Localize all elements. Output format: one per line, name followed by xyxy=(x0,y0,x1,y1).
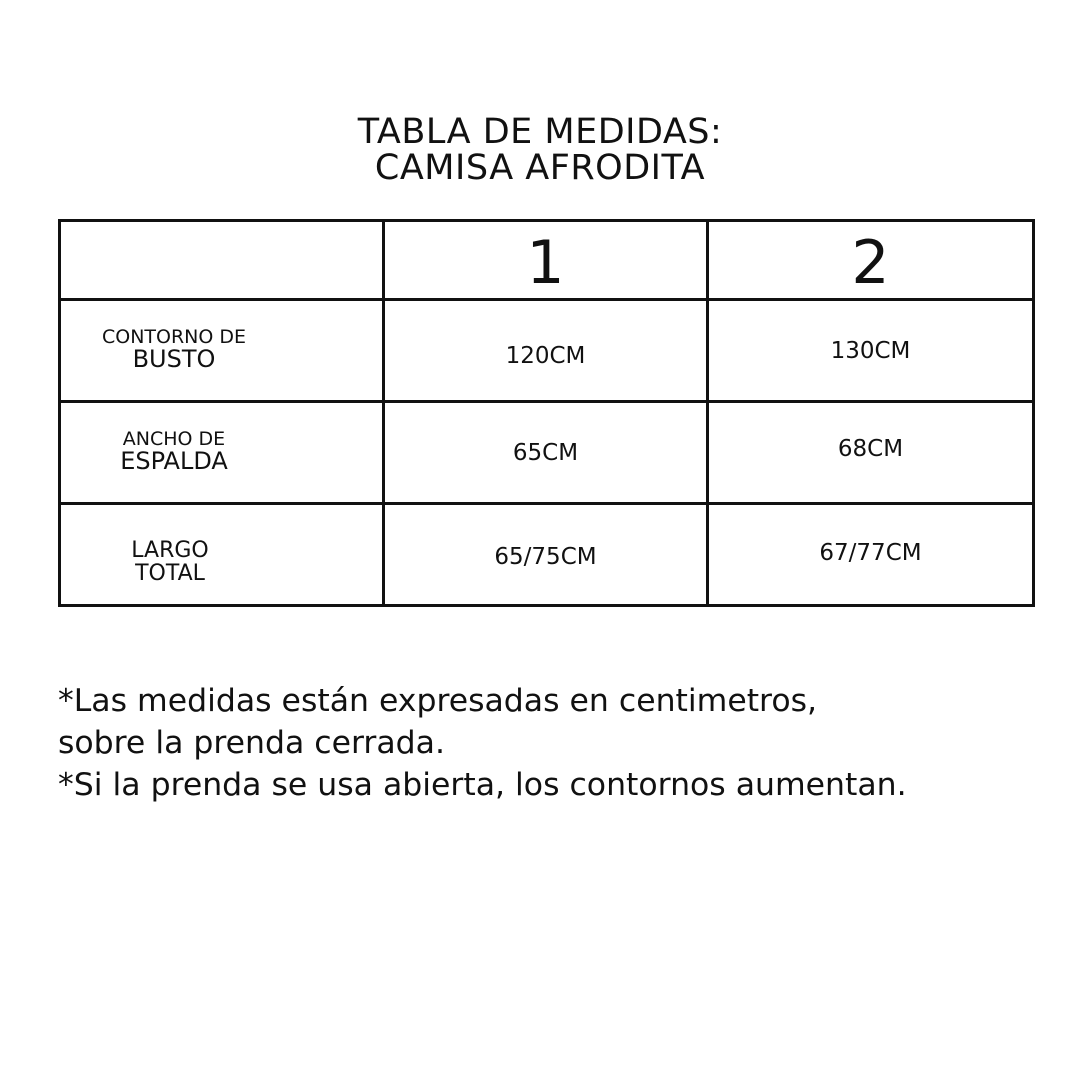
header-empty-cell xyxy=(60,221,384,300)
busto-size-2-value: 130CM xyxy=(830,337,911,364)
note-line-2: sobre la prenda cerrada. xyxy=(58,725,445,761)
table-row xyxy=(60,504,1034,606)
value-cell xyxy=(384,300,708,402)
size-table xyxy=(58,219,1035,607)
title-line-2: CAMISA AFRODITA xyxy=(374,148,706,188)
value-cell xyxy=(708,504,1034,606)
value-cell xyxy=(708,300,1034,402)
row-label-line-1: ANCHO DE xyxy=(122,428,226,450)
row-label-line-2: BUSTO xyxy=(132,345,216,373)
value-cell xyxy=(384,504,708,606)
header-size-1 xyxy=(384,221,708,300)
row-label-line-1: LARGO xyxy=(131,538,209,563)
row-label-contorno-busto xyxy=(89,327,259,371)
note-line-1: *Las medidas están expresadas en centimetros, xyxy=(58,683,818,719)
size-2-label: 2 xyxy=(851,228,890,298)
busto-size-1-value: 120CM xyxy=(505,342,586,369)
value-cell xyxy=(384,402,708,504)
largo-size-2-value: 67/77CM xyxy=(819,539,922,566)
page-title xyxy=(0,114,1080,186)
note-line-3: *Si la prenda se usa abierta, los contornos aumentan. xyxy=(58,767,907,803)
value-cell xyxy=(708,402,1034,504)
table-header-row xyxy=(60,221,1034,300)
title-line-1: TABLA DE MEDIDAS: xyxy=(357,112,723,152)
table-row xyxy=(60,300,1034,402)
row-label-largo-total xyxy=(115,539,225,585)
espalda-size-2-value: 68CM xyxy=(837,435,904,462)
espalda-size-1-value: 65CM xyxy=(512,439,579,466)
header-size-2 xyxy=(708,221,1034,300)
row-label-cell xyxy=(60,300,384,402)
largo-size-1-value: 65/75CM xyxy=(494,543,597,570)
row-label-line-2: ESPALDA xyxy=(120,447,228,475)
measurement-notes xyxy=(58,680,1048,806)
table-row xyxy=(60,402,1034,504)
size-1-label: 1 xyxy=(526,228,565,298)
row-label-line-1: CONTORNO DE xyxy=(101,326,247,348)
row-label-ancho-espalda xyxy=(109,429,239,473)
row-label-line-2: TOTAL xyxy=(135,561,205,586)
row-label-cell xyxy=(60,402,384,504)
row-label-cell xyxy=(60,504,384,606)
